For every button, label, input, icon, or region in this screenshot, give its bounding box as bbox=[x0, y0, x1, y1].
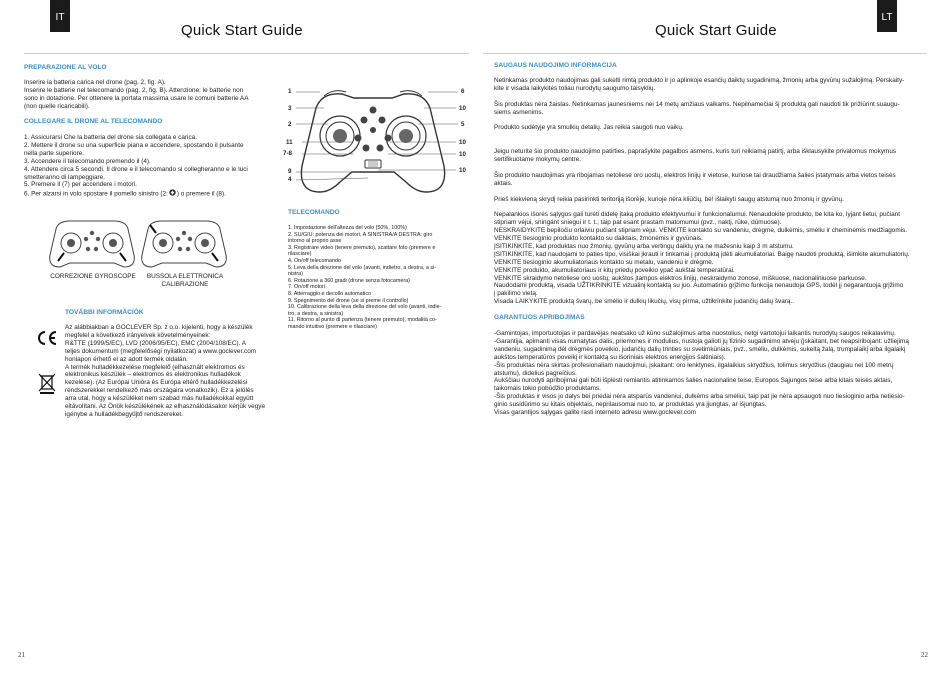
text-line: Inserire la batteria carica nel drone (pag. 2, fig. A). bbox=[24, 79, 166, 86]
ce-mark-icon bbox=[36, 330, 58, 351]
text-line: stipriam vėjui, sningánt sniegui ir t. t., taip pat esant prastam matomumui (pvz., naktį, rūke, dūmuose). bbox=[494, 219, 782, 227]
text-line: VENKITE tiesioginio produkto kontakto su daiktais, žmonėmis ir gyvūnais. bbox=[494, 235, 703, 243]
text-fragment: 6. Per alzarsi in volo spostare il pomello sinistro (2: bbox=[24, 190, 168, 198]
text-line: 3. Registrare video (tenere premuto), scattare foto (premere e bbox=[288, 244, 436, 251]
text-line: 3. Accendere il telecomando premendo il (4). bbox=[24, 157, 151, 165]
text-line: -Šis produktas nėra skirtas profesionaliam naudojimui, įskaitant: oro lenktynes, ilgalaikius skrydžius, tolimus skrydžius (daugiau nei 100 metrų bbox=[494, 361, 894, 369]
right-page bbox=[475, 0, 950, 676]
callout-label: 10 bbox=[459, 105, 466, 112]
text-line: A termék hulladékkezelése megfelelő (elhasznált elektromos és bbox=[65, 363, 245, 371]
callout-label: 10 bbox=[459, 167, 466, 174]
text-line: kite ir visada laikykitės toliau nurodytų saugumo taisyklių. bbox=[494, 84, 656, 92]
hu-text bbox=[65, 324, 266, 419]
callout-label: 7-8 bbox=[283, 150, 292, 157]
text-line: VENKITE produkto, akumuliatoriaus ir kitų priedų poveikio ypač aukštai temperatūrai. bbox=[494, 266, 735, 274]
text-line: -Garantija, apimanti visas numatytas dalis, priemones ir modulius, nustoja galioti jų fizinio sugadinimo atveju (įskaitant, bet neapsiribojant: užliejimą bbox=[494, 337, 909, 345]
text-line: rendszerekkel rendelkező más országaira vonatkozik). Ez a jelölés bbox=[65, 387, 254, 395]
text-line: VENKITE skraidymo netoliese oro uostų, aukštos įtampos elektros linijų, neskraidymo zonose, miškuose, nacionaliniuose parkuose. bbox=[494, 274, 867, 282]
text-line: aktais. bbox=[494, 179, 513, 187]
text-line: elektronikus készülék – elektromos és elektronikus hulladékok bbox=[65, 371, 241, 379]
compass-caption-line2: CALIBRAZIONE bbox=[161, 281, 209, 288]
text-line: (non quelle ricaricabili). bbox=[24, 102, 90, 110]
text-line: smetteranno di lampeggiare. bbox=[24, 173, 105, 181]
text-line: rilasciare) bbox=[288, 251, 312, 258]
text-line: ginio susidūrimo su kitais objektais, neprilausomai nuo to, ar produktas yra įjungtas, ar išjungtas. bbox=[494, 401, 767, 409]
text-line: -Šis produktas ir visos jo dalys bei priedai nėra atsparūs vandeniui, dulkėms arba smėliui, taip pat jie nėra apsaugoti nuo tiesioginio arba netiesio- bbox=[494, 393, 905, 401]
text-line: taikomais tokio pobūdžio produktams. bbox=[494, 385, 601, 393]
text-line: Jeigu neturite šio produkto naudojimo patirties, paprašykite pagalbos asmens, kuris turi reikiamą patirtį, arba išklausykite privalomus mokymus bbox=[494, 148, 897, 156]
text-line: Netinkamas produkto naudojimas gali sukelti rimtą produkto ir jo aplinkoje esančių daiktų sugadinimą, žmonių arba gyvūnų sužalojimą. Perskaity- bbox=[494, 77, 905, 84]
collegare-text bbox=[24, 134, 274, 199]
text-line: Prieš kiekvieną skrydį reikia pasirinkti teritoriją išorėje, kurioje nėra kliūčių, be! išlaikyti saugų atstumą nuo žmonių ir gyvūnų. bbox=[494, 195, 844, 203]
text-line: 1. Impostazione dell'altezza del volo (50%, 100%) bbox=[288, 225, 407, 231]
text-line: 1. Assicurarsi Che la batteria del drone sia collegata e carica. bbox=[24, 134, 197, 141]
text-line: Visas garantijos sąlygas galite rasti interneto adresu www.goclever.com bbox=[494, 409, 696, 417]
text-line: honlapon érhető el az adott termék oldalán. bbox=[65, 355, 188, 363]
text-line: 5. Leva della direzione del volo (avanti, indietro, a destra, a si- bbox=[288, 264, 437, 271]
callout-label: 3 bbox=[288, 105, 292, 112]
text-line: Aukščiau nurodyti apribojimai gali būti išplėsti remiantis atitinkamos šalies nacionaline teise, Europos Sąjungos teise arba kitais teisės aktais, bbox=[494, 377, 893, 385]
text-line: 9. Spegnimento del drone (se si preme il controllo) bbox=[288, 297, 409, 304]
saugaus-text bbox=[494, 77, 934, 306]
text-line: Šis produktas nėra žaislas. Netinkamas jaunesniems nei 14 metų amžiaus vaikams. Nepilnamečiai šį produktą gali naudoti tik prižiūrint suaugu- bbox=[494, 100, 900, 108]
text-line: 4. On/off telecomando bbox=[288, 257, 341, 264]
text-line: 4. Attendere circa 5 secondi. Il drone e il telecomando si collegheranno e le luci bbox=[24, 165, 248, 173]
callout-label: 6 bbox=[461, 88, 465, 95]
text-line: sertifikuotame mokymų centre. bbox=[494, 156, 582, 163]
language-tab-it: IT bbox=[50, 0, 70, 32]
preparazione-text bbox=[24, 79, 274, 111]
page-title-right: Quick Start Guide bbox=[655, 22, 777, 39]
text-line: arra utal, hogy a készüléket nem szabad más hulladékokkal együtt bbox=[65, 395, 254, 403]
page-title-left: Quick Start Guide bbox=[181, 22, 303, 39]
title-divider-left bbox=[24, 53, 469, 54]
text-line: ĮSITIKINKITE, kad naudojami to paties tipo, visiškai įkrauti ir tinkamai į produktą įdėti akumuliatoriai. Baigę naudoti produktą, išimkite akumuliatorių. bbox=[494, 250, 910, 258]
callout-label: 5 bbox=[461, 121, 465, 128]
compass-calibration-illustration bbox=[140, 219, 228, 274]
text-line: Visada LAIKYKITE produktą švarų, be smėlio ir dulkių likučių, visų pirma, užtikrinkite judančių dalių švarą.. bbox=[494, 298, 795, 306]
text-line: siems asmenims. bbox=[494, 108, 544, 116]
heading-garantijos: GARANTIJOS APRIBOJIMAS bbox=[494, 314, 585, 321]
text-line: mando intuitivo (premere e rilasciare) bbox=[288, 323, 377, 330]
callout-label: 2 bbox=[288, 121, 292, 128]
text-line: 11. Ritorno al punto di partenza (tenere premuto), modalità co- bbox=[288, 317, 437, 324]
text-line: teljes dokumentum (megfelelőségi nyilatkozat) a www.goclever.com bbox=[65, 347, 257, 355]
text-line bbox=[24, 189, 274, 199]
text-line: 6. Rotazione a 360 gradi (drone senza fotocamera) bbox=[288, 277, 410, 284]
callout-label: 10 bbox=[459, 151, 466, 158]
text-line: vandeniu, sugadinimą dėl drėgmės poveikio, judančių dalių trinties su svetimkūniais, pvz., smėliu, dulkėmis, sukeltą žalą, trumpalaikį arba ilgalaikį bbox=[494, 345, 906, 353]
heading-telecomando: TELECOMANDO bbox=[288, 209, 340, 216]
callout-label: 11 bbox=[286, 139, 293, 146]
text-line: megfelel a következő irányelvek követelményeinek: bbox=[65, 331, 211, 339]
text-line: eltávolítani. Az Önök készülékének az elhasználódásakor kérjük vegye bbox=[65, 403, 265, 411]
text-line: sono in dotazione. Per ottenere la portata massima usare le comuni batterie AA bbox=[24, 94, 249, 102]
text-line: intorno al proprio asse bbox=[288, 238, 342, 245]
text-line: kezelése). (Az Európai Unióra és Európa eltérő hulladékkezelési bbox=[65, 379, 248, 387]
text-line: 2. SU/GIU: potenza dei motori, A SINISTRA/A DESTRA: giro bbox=[288, 231, 433, 238]
text-line: igénybe a hulladékbegyűjtő rendszereket. bbox=[65, 410, 183, 418]
up-arrow-icon bbox=[169, 189, 176, 199]
text-line: nistra) bbox=[288, 271, 303, 278]
text-line: į pakilimo vietą. bbox=[494, 290, 538, 298]
heading-collegare: COLLEGARE IL DRONE AL TELECOMANDO bbox=[24, 118, 163, 125]
text-line: Nepalankios išorės sąlygos gali turėti didelę įtaką produkto efektyvumui ir funkcionalumui. Nenaudokite produkto, be kita ko, lyjant lietui, pučiant bbox=[494, 211, 901, 219]
compass-caption-line1: BUSSOLA ELETTRONICA bbox=[146, 273, 224, 280]
gyroscope-correction-illustration bbox=[48, 219, 136, 274]
heading-preparazione: PREPARAZIONE AL VOLO bbox=[24, 64, 107, 71]
callout-label: 9 bbox=[288, 168, 292, 175]
text-line: Produkto sudėtyje yra smulkių detalių. Jas reikia saugoti nuo vaikų. bbox=[494, 124, 684, 132]
language-tab-lt: LT bbox=[877, 0, 897, 32]
compass-caption bbox=[137, 273, 233, 289]
garantijos-text bbox=[494, 330, 934, 417]
heading-tovabbi-informaciok: TOVÁBBI INFORMÁCIÓK bbox=[65, 309, 144, 316]
text-line: VENKITE tiesioginio akumuliatoriaus kontakto su metalu, vandeniu ir drėgme. bbox=[494, 258, 714, 266]
text-line: 2. Mettere il drone su una superficie piana e accendere, spostando il pulsante bbox=[24, 141, 244, 149]
callout-label: 1 bbox=[288, 88, 292, 95]
text-line: ĮSITIKINKITE, kad produktas nuo žmonių, gyvūnų arba vertingų daiktų yra ne mažesniu kaip 3 m atstumu. bbox=[494, 242, 794, 250]
text-line: NESKRAIDYKITE bepiločiu orlaiviu pučiant stipriam vėjui. VENKITE kontakto su vandeniu, drėgme, dulkėmis, smėliu ir cheminėmis medžiagomis. bbox=[494, 227, 908, 235]
page-number-right: 22 bbox=[921, 651, 928, 659]
text-line: 7. On/off motori bbox=[288, 284, 326, 291]
text-line: Naudodami produktą, visada UŽTIKRINKITE vizualinį kontaktą su juo. Automatinio grįžimo funkcija nenaudoja GPS, todėl jį negarantuoja grįžimo bbox=[494, 282, 904, 290]
heading-saugaus: SAUGAUS NAUDOJIMO INFORMACIJA bbox=[494, 62, 617, 69]
text-fragment: ) o premere il (8). bbox=[176, 190, 226, 198]
page-number-left: 21 bbox=[18, 651, 25, 659]
text-line: tro, a destra, a sinistra) bbox=[288, 310, 344, 317]
text-line: aukštos temperatūros poveikį ir kontaktą su išoriniais elektros energijos šaltiniais). bbox=[494, 353, 726, 361]
gyro-caption: CORREZIONE GYROSCOPE bbox=[50, 273, 136, 280]
crossed-bin-icon bbox=[37, 372, 57, 399]
text-line: 5. Premere il (7) per accendere i motori. bbox=[24, 181, 137, 189]
text-line: 10. Calibrazione della leva della direzione del volo (avanti, indie- bbox=[288, 304, 442, 311]
text-line: nella parte superiore. bbox=[24, 149, 85, 157]
text-line: 8. Atterraggio e decollo automatico bbox=[288, 290, 372, 297]
text-line: Inserire le batterie nel telecomando (pag. 2, fig. B). Attenzione: le batterie non bbox=[24, 86, 244, 94]
callout-label: 10 bbox=[459, 139, 466, 146]
text-line: Šio produkto naudojimas yra ribojamas netoliese oro uostų, elektros linijų ir vietose, kuriose tai draudžiama šalies įstatymais arba vietos teisės bbox=[494, 171, 896, 179]
callout-label: 4 bbox=[288, 176, 292, 183]
text-line: Az alábbiakban a GOCLEVER Sp. z o.o. kijelenti, hogy a készülék bbox=[65, 324, 253, 331]
telecomando-list bbox=[288, 225, 460, 331]
text-line: R&TTE (1999/5/EC), LVD (2006/95/EC), EMC (2004/108/EC). A bbox=[65, 339, 247, 347]
text-line: atstumu), didelius pagreičius. bbox=[494, 369, 577, 377]
title-divider-right bbox=[483, 53, 927, 54]
text-line: -Gamintojas, importuotojas ir pardavėjas neatsako už kūno sužalojimus arba nuostolius, netgi vartotojui laikantis nurodytų saugos reikalavimų. bbox=[494, 330, 896, 337]
